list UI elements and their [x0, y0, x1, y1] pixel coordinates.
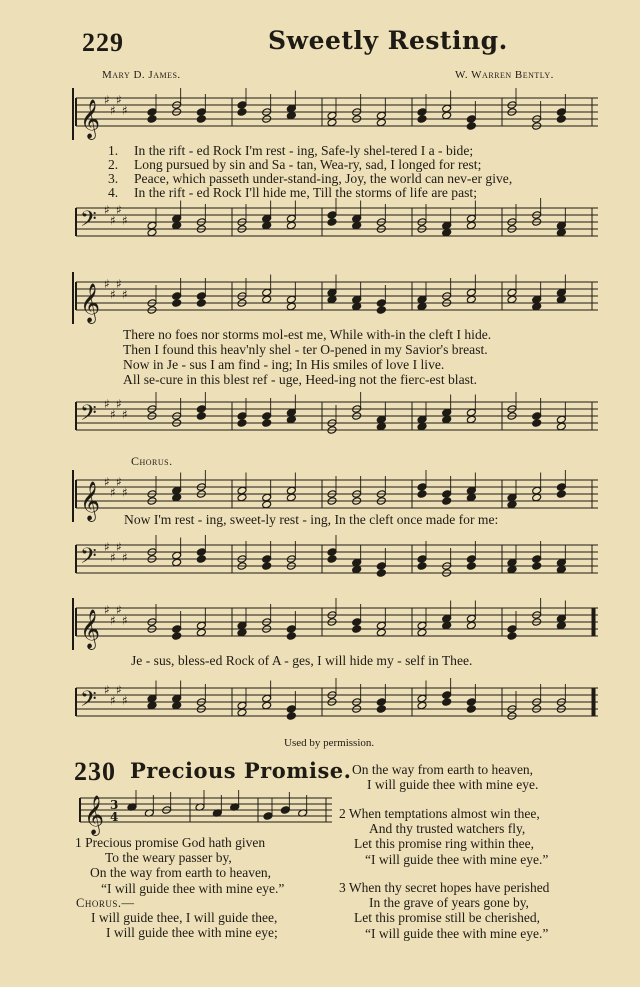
notehead — [352, 221, 362, 230]
chorus-line-2: Je - sus, bless-ed Rock of A - ges, I will hide my - self in Thee. — [131, 653, 473, 668]
sharp-icon: ♯ — [110, 485, 116, 500]
notehead — [466, 614, 476, 623]
notehead — [196, 412, 206, 421]
stanza-3-line: 3 When thy secret hopes have perished — [339, 880, 550, 895]
sharp-icon: ♯ — [116, 397, 122, 411]
notehead — [262, 288, 272, 297]
hymn-229-title: Sweetly Resting. — [268, 26, 508, 55]
bass-clef-icon: 𝄢 — [80, 687, 97, 717]
sharp-icon: ♯ — [104, 397, 110, 411]
verse-1-line-b: There no foes nor storms mol-est me, While with-in the cleft I hide. — [123, 327, 492, 342]
verse-2-line-a: Long pursued by sin and Sa - tan, Wea-ry, sad, I longed for rest; — [134, 157, 482, 172]
notehead — [172, 214, 182, 223]
notehead — [286, 295, 296, 304]
permission-note: Used by permission. — [284, 737, 375, 749]
stanza-1-line: “I will guide thee with mine eye.” — [101, 880, 285, 896]
notehead — [417, 422, 427, 431]
stanza-3-line: In the grave of years gone by, — [369, 895, 529, 911]
notehead — [556, 614, 566, 623]
notehead — [442, 104, 452, 113]
sharp-icon: ♯ — [110, 287, 116, 302]
notehead — [172, 551, 182, 560]
notehead — [172, 558, 182, 567]
notehead — [466, 295, 476, 304]
notehead — [286, 221, 296, 230]
sharp-icon: ♯ — [122, 213, 128, 228]
stanza-2-line: 2 When temptations almost win thee, — [339, 806, 540, 821]
notehead — [442, 228, 452, 237]
notehead — [262, 412, 272, 421]
notehead — [376, 415, 386, 424]
chorus-1-bass-staff — [72, 535, 600, 587]
sharp-icon: ♯ — [116, 203, 122, 217]
hymn-230-chorus-label: Chorus.— — [76, 896, 135, 910]
sharp-icon: ♯ — [110, 613, 116, 628]
notehead — [147, 115, 157, 124]
notehead — [466, 493, 476, 502]
chorus-text-line: I will guide thee, I will guide thee, — [91, 910, 278, 925]
notehead — [196, 628, 206, 637]
notehead — [466, 115, 476, 124]
sharp-icon: ♯ — [104, 540, 110, 554]
notehead — [352, 618, 362, 627]
notehead — [376, 562, 386, 571]
notehead — [466, 415, 476, 424]
hymn-230-chorus-continued — [352, 762, 538, 792]
treble-clef-icon: 𝄞 — [80, 283, 101, 323]
notehead — [196, 115, 206, 124]
notehead — [556, 483, 566, 492]
notehead — [507, 295, 517, 304]
notehead — [172, 694, 182, 703]
sharp-icon: ♯ — [122, 613, 128, 628]
sharp-icon: ♯ — [122, 287, 128, 302]
notehead — [556, 422, 566, 431]
notehead — [172, 493, 182, 502]
notehead — [237, 708, 247, 717]
stanza-2 — [339, 806, 548, 867]
notehead — [172, 221, 182, 230]
notehead — [532, 302, 542, 311]
notehead — [286, 705, 296, 714]
notehead — [286, 104, 296, 113]
notehead — [262, 295, 272, 304]
notehead — [286, 493, 296, 502]
sharp-icon: ♯ — [122, 550, 128, 565]
notehead — [556, 228, 566, 237]
sharp-icon: ♯ — [116, 277, 122, 291]
notehead — [352, 558, 362, 567]
chorus-text-line: I will guide thee with mine eye. — [367, 777, 539, 793]
notehead — [172, 292, 182, 301]
notehead — [417, 694, 427, 703]
notehead — [532, 486, 542, 495]
notehead — [556, 621, 566, 630]
stanza-1-line: On the way from earth to heaven, — [90, 865, 272, 881]
sharp-icon: ♯ — [104, 475, 110, 489]
system-1-treble-staff — [72, 88, 600, 140]
time-signature-bottom: 4 — [110, 809, 119, 824]
notehead — [262, 221, 272, 230]
notehead — [262, 493, 272, 502]
notehead — [507, 558, 517, 567]
sharp-icon: ♯ — [116, 683, 122, 697]
notehead — [352, 625, 362, 634]
notehead — [556, 221, 566, 230]
sharp-icon: ♯ — [116, 93, 122, 107]
notehead — [376, 569, 386, 578]
notehead — [466, 705, 476, 714]
stanza-1-line: To the weary passer by, — [105, 850, 232, 866]
system-2-treble-staff — [72, 272, 600, 324]
notehead — [507, 625, 517, 634]
notehead — [556, 288, 566, 297]
time-signature-top: 3 — [110, 797, 119, 812]
notehead — [376, 698, 386, 707]
notehead — [532, 295, 542, 304]
notehead — [172, 625, 182, 634]
notehead — [417, 295, 427, 304]
sharp-icon: ♯ — [122, 485, 128, 500]
treble-clef-icon: 𝄞 — [80, 481, 101, 521]
stanza-1 — [75, 835, 284, 896]
notehead — [262, 701, 272, 710]
notehead — [466, 562, 476, 571]
notehead — [147, 228, 157, 237]
notehead — [417, 628, 427, 637]
stanza-2-line: Let this promise ring within thee, — [354, 836, 534, 852]
verse-2-number: 2. — [108, 157, 119, 172]
chorus-line-1: Now I'm rest - ing, sweet-ly rest - ing, In the cleft once made for me: — [124, 512, 499, 527]
notehead — [376, 118, 386, 127]
notehead — [507, 288, 517, 297]
sharp-icon: ♯ — [122, 693, 128, 708]
notehead — [147, 701, 157, 710]
sharp-icon: ♯ — [116, 540, 122, 554]
notehead — [172, 486, 182, 495]
verse-3-line-b: Now in Je - sus I am find - ing; In His smiles of love I live. — [123, 357, 445, 372]
treble-clef-icon: 𝄞 — [80, 609, 101, 649]
notehead — [196, 548, 206, 557]
notehead — [286, 632, 296, 641]
notehead — [417, 701, 427, 710]
system-2-bass-staff — [72, 392, 600, 444]
sharp-icon: ♯ — [104, 93, 110, 107]
notehead — [263, 812, 273, 821]
sharp-icon: ♯ — [104, 277, 110, 291]
notehead — [376, 299, 386, 308]
notehead — [442, 497, 452, 506]
notehead — [556, 108, 566, 117]
notehead — [556, 415, 566, 424]
notehead — [556, 490, 566, 499]
notehead — [286, 111, 296, 120]
notehead — [327, 111, 337, 120]
notehead — [262, 214, 272, 223]
notehead — [532, 562, 542, 571]
notehead — [466, 621, 476, 630]
verse-1-line-a: In the rift - ed Rock I'm rest - ing, Safe-ly shel-tered I a - bide; — [134, 143, 474, 158]
notehead — [466, 408, 476, 417]
notehead — [352, 295, 362, 304]
notehead — [442, 111, 452, 120]
notehead — [262, 419, 272, 428]
notehead — [327, 218, 337, 227]
notehead — [262, 500, 272, 509]
sharp-icon: ♯ — [122, 103, 128, 118]
notehead — [237, 101, 247, 110]
notehead — [417, 483, 427, 492]
system-1-bass-staff — [72, 198, 600, 250]
notehead — [352, 214, 362, 223]
stanza-2-line: “I will guide thee with mine eye.” — [365, 851, 549, 867]
notehead — [327, 211, 337, 220]
notehead — [237, 412, 247, 421]
notehead — [237, 493, 247, 502]
chorus-text-line: I will guide thee with mine eye; — [106, 925, 278, 941]
notehead — [417, 490, 427, 499]
notehead — [442, 614, 452, 623]
notehead — [532, 493, 542, 502]
sharp-icon: ♯ — [110, 407, 116, 422]
verse-4-line-a: In the rift - ed Rock I'll hide me, Till the storms of life are past; — [134, 185, 477, 200]
sharp-icon: ♯ — [110, 103, 116, 118]
notehead — [286, 486, 296, 495]
notehead — [507, 565, 517, 574]
notehead — [196, 405, 206, 414]
notehead — [237, 628, 247, 637]
notehead — [442, 415, 452, 424]
hymn-229-composer: W. Warren Bently. — [455, 69, 554, 81]
hymn-230-title: Precious Promise. — [130, 758, 352, 783]
notehead — [556, 115, 566, 124]
notehead — [507, 632, 517, 641]
notehead — [286, 408, 296, 417]
stanza-2-line: And thy trusted watchers fly, — [369, 821, 526, 837]
hymn-229-number: 229 — [82, 28, 124, 57]
notehead — [327, 118, 337, 127]
notehead — [172, 632, 182, 641]
notehead — [237, 419, 247, 428]
notehead — [196, 621, 206, 630]
notehead — [376, 621, 386, 630]
notehead — [466, 221, 476, 230]
notehead — [237, 621, 247, 630]
hymn-230-number: 230 — [74, 757, 116, 786]
sharp-icon: ♯ — [116, 603, 122, 617]
stanza-1-line: 1 Precious promise God hath given — [75, 835, 266, 850]
notehead — [532, 555, 542, 564]
notehead — [417, 562, 427, 571]
notehead — [442, 621, 452, 630]
notehead — [327, 295, 337, 304]
notehead — [286, 625, 296, 634]
notehead — [507, 500, 517, 509]
stanza-3 — [339, 880, 549, 941]
sharp-icon: ♯ — [122, 407, 128, 422]
notehead — [286, 214, 296, 223]
notehead — [376, 111, 386, 120]
sharp-icon: ♯ — [110, 693, 116, 708]
notehead — [532, 412, 542, 421]
chorus-2-bass-staff — [72, 678, 600, 730]
notehead — [442, 698, 452, 707]
chorus-2-treble-staff — [72, 598, 600, 650]
hymn-230-melody-staff — [76, 790, 334, 836]
notehead — [466, 486, 476, 495]
notehead — [352, 565, 362, 574]
notehead — [417, 302, 427, 311]
notehead — [196, 555, 206, 564]
notehead — [327, 288, 337, 297]
notehead — [442, 221, 452, 230]
notehead — [466, 555, 476, 564]
verse-4-number: 4. — [108, 185, 119, 200]
notehead — [262, 555, 272, 564]
notehead — [556, 558, 566, 567]
notehead — [196, 292, 206, 301]
notehead — [286, 712, 296, 721]
notehead — [442, 408, 452, 417]
hymn-229-author: Mary D. James. — [102, 69, 181, 81]
notehead — [237, 701, 247, 710]
treble-clef-icon: 𝄞 — [80, 99, 101, 139]
notehead — [556, 295, 566, 304]
notehead — [442, 490, 452, 499]
notehead — [147, 108, 157, 117]
sharp-icon: ♯ — [104, 683, 110, 697]
notehead — [237, 486, 247, 495]
notehead — [196, 108, 206, 117]
stanza-3-line: Let this promise still be cherished, — [354, 910, 540, 926]
notehead — [417, 621, 427, 630]
treble-clef-icon: 𝄞 — [84, 795, 105, 835]
chorus-text-line: On the way from earth to heaven, — [352, 762, 534, 777]
notehead — [262, 562, 272, 571]
notehead — [376, 306, 386, 315]
verse-1-number: 1. — [108, 143, 119, 158]
notehead — [417, 115, 427, 124]
notehead — [442, 691, 452, 700]
notehead — [147, 221, 157, 230]
stanza-3-line: “I will guide thee with mine eye.” — [365, 925, 549, 941]
verse-2-line-b: Then I found this heav'nly shel - ter O-pened in my Savior's breast. — [123, 342, 488, 357]
notehead — [172, 299, 182, 308]
sharp-icon: ♯ — [104, 203, 110, 217]
notehead — [352, 302, 362, 311]
verse-4-line-b: All se-cure in this blest ref - uge, Heed-ing not the fierc-est blast. — [123, 372, 478, 387]
notehead — [417, 108, 427, 117]
notehead — [466, 288, 476, 297]
notehead — [556, 565, 566, 574]
verse-3-number: 3. — [108, 171, 119, 186]
notehead — [466, 214, 476, 223]
notehead — [327, 548, 337, 557]
bass-clef-icon: 𝄢 — [80, 544, 97, 574]
sharp-icon: ♯ — [116, 475, 122, 489]
bass-clef-icon: 𝄢 — [80, 401, 97, 431]
notehead — [532, 419, 542, 428]
notehead — [466, 698, 476, 707]
chorus-label: Chorus. — [131, 454, 173, 468]
sharp-icon: ♯ — [104, 603, 110, 617]
notehead — [376, 705, 386, 714]
sharp-icon: ♯ — [110, 213, 116, 228]
notehead — [417, 415, 427, 424]
bass-clef-icon: 𝄢 — [80, 207, 97, 237]
notehead — [237, 108, 247, 117]
notehead — [376, 628, 386, 637]
notehead — [466, 122, 476, 131]
notehead — [286, 302, 296, 311]
notehead — [196, 299, 206, 308]
notehead — [417, 555, 427, 564]
verse-3-line-a: Peace, which passeth under-stand-ing, Joy, the world can nev-er give, — [134, 171, 513, 186]
hymn-230-chorus — [91, 910, 278, 940]
notehead — [327, 555, 337, 564]
sharp-icon: ♯ — [110, 550, 116, 565]
notehead — [262, 694, 272, 703]
notehead — [172, 701, 182, 710]
notehead — [147, 694, 157, 703]
notehead — [286, 415, 296, 424]
notehead — [507, 493, 517, 502]
notehead — [280, 806, 290, 815]
notehead — [376, 422, 386, 431]
